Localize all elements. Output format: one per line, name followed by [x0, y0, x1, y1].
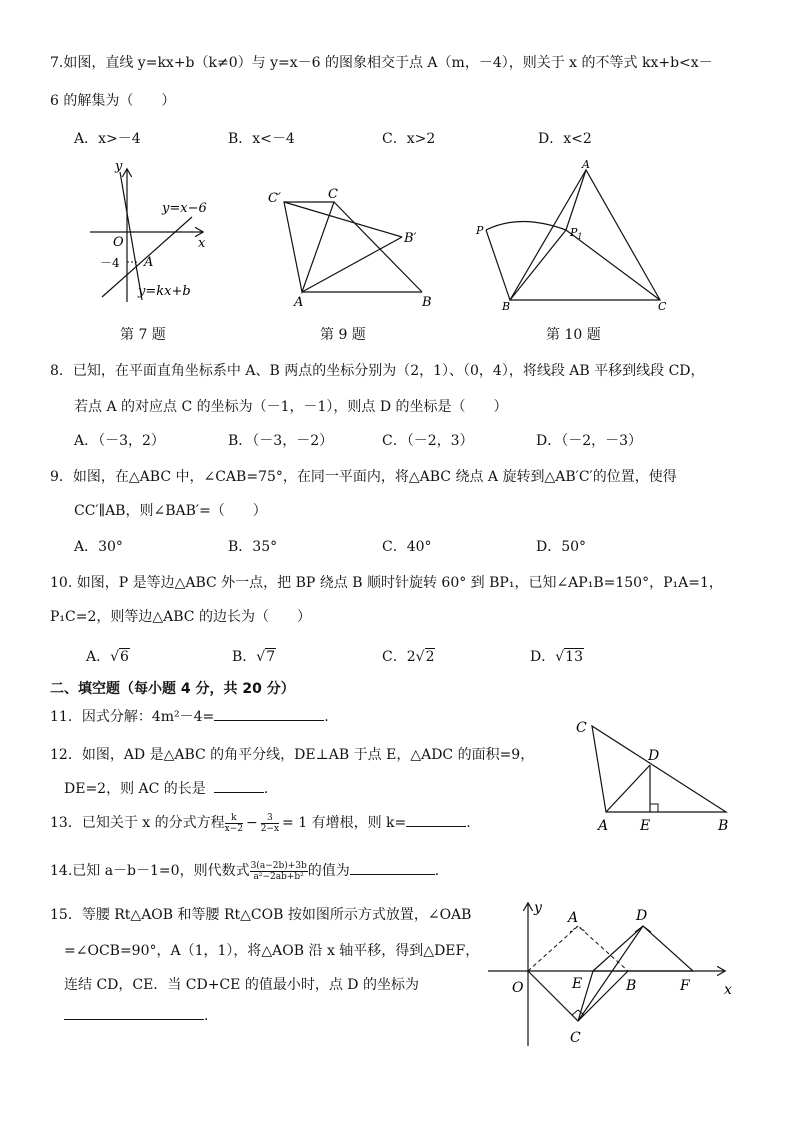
q9-line2: CC′∥AB，则∠BAB′=（ ） — [74, 503, 267, 519]
fig12-c: C — [576, 720, 587, 736]
fig9-c: C — [328, 187, 338, 202]
figure-9 — [262, 180, 442, 310]
q10-line2: P₁C=2，则等边△ABC 的边长为（ ） — [50, 609, 311, 625]
fig12-a: A — [598, 818, 609, 834]
q11-text: 11．因式分解：4m²－4= — [50, 709, 215, 725]
q15-line4: . — [64, 1008, 208, 1024]
q10-option-c: C．2√2 — [382, 649, 435, 665]
fig7-x-label: x — [198, 236, 206, 251]
q12-answer-blank[interactable] — [214, 792, 264, 793]
q8-option-b: B．（－3，－2） — [228, 433, 334, 449]
q9-option-a: A．30° — [74, 539, 123, 555]
fig10-caption: 第 10 题 — [546, 327, 601, 343]
fig7-caption: 第 7 题 — [120, 327, 166, 343]
q13-answer-blank[interactable] — [406, 826, 466, 827]
q10-option-d: D．√13 — [530, 649, 583, 665]
fig9-bprime: B′ — [404, 231, 417, 246]
fig9-b: B — [422, 295, 432, 310]
q10-line1: 10. 如图，P 是等边△ABC 外一点，把 BP 绕点 B 顺时针旋转 60° 到 BP₁，已知∠AP₁B=150°，P₁A=1， — [50, 575, 723, 591]
q14-fraction: $\frac{3(a-2b)+3b}{\text{a²−2ab+b²}}$ — [250, 860, 307, 882]
fig9-caption: 第 9 题 — [320, 327, 366, 343]
fig10-a: A — [582, 158, 590, 171]
q7-option-b: B．x<－4 — [228, 131, 295, 147]
q8-line1: 8．已知，在平面直角坐标系中 A、B 两点的坐标分别为（2，1）、（0，4），将线段 AB 平移到线段 CD， — [50, 363, 705, 379]
fig7-origin-label: O — [113, 235, 124, 250]
q15-answer-blank[interactable] — [64, 1019, 204, 1020]
q9-option-b: B．35° — [228, 539, 278, 555]
fig15-a: A — [568, 910, 579, 926]
q13: 13．已知关于 x 的分式方程 $\frac{k}{x-2}$ − $\frac{3}{2-x}$ = 1 有增根，则 k= . — [50, 812, 471, 834]
q7-option-a: A．x>－4 — [74, 131, 141, 147]
fig7-line2-label: y=kx+b — [138, 284, 191, 299]
fig15-d: D — [636, 908, 648, 924]
fig10-p: P — [476, 224, 484, 237]
fig15-y: y — [534, 900, 542, 916]
fig12-b: B — [718, 818, 729, 834]
figure-7 — [82, 152, 232, 312]
q8-line2: 若点 A 的对应点 C 的坐标为（－1，－1），则点 D 的坐标是（ ） — [74, 399, 508, 415]
fig9-a: A — [294, 295, 304, 310]
fig7-point-a: A — [144, 255, 154, 270]
fig7-y-label: y — [115, 159, 123, 174]
fig15-c: C — [570, 1030, 581, 1046]
q15-line2: =∠OCB=90°，A（1，1），将△AOB 沿 x 轴平移，得到△DEF， — [64, 943, 480, 959]
q14: 14.已知 a－b－1=0，则代数式 $\frac{3(a-2b)+3b}{\text{a²−2ab+b²}}$ 的值为 . — [50, 860, 440, 882]
fig12-d: D — [648, 748, 660, 764]
q9-option-c: C．40° — [382, 539, 432, 555]
fig10-p1: $P_1$ — [570, 226, 583, 241]
q15-line3: 连结 CD，CE．当 CD+CE 的值最小时，点 D 的坐标为 — [64, 977, 419, 993]
fig12-e: E — [640, 818, 651, 834]
fig15-x: x — [724, 982, 732, 998]
q9-line1: 9．如图，在△ABC 中，∠CAB=75°，在同一平面内，将△ABC 绕点 A 旋转到△AB′C′的位置，使得 — [50, 469, 677, 485]
q15-line1: 15．等腰 Rt△AOB 和等腰 Rt△COB 按如图所示方式放置，∠OAB — [50, 907, 472, 923]
q10-option-a: A．√6 — [86, 649, 129, 665]
q8-option-c: C．（－2，3） — [382, 433, 474, 449]
q10-option-b: B．√7 — [232, 649, 276, 665]
fig15-o: O — [512, 980, 524, 996]
fig15-e: E — [572, 976, 583, 992]
q11: 11．因式分解：4m²－4= . — [50, 709, 329, 725]
q14-answer-blank[interactable] — [350, 874, 435, 875]
figure-10 — [470, 158, 680, 313]
fig15-b: B — [626, 978, 637, 994]
fig7-minus4-label: －4 — [100, 256, 120, 270]
q11-answer-blank[interactable] — [214, 720, 324, 721]
fig10-c: C — [658, 300, 667, 313]
fig9-cprime: C′ — [268, 191, 281, 206]
q7-line2: 6 的解集为（ ） — [50, 93, 176, 109]
q12-line2: DE=2，则 AC 的长是 . — [64, 781, 269, 797]
q12-line1: 12．如图，AD 是△ABC 的角平分线，DE⊥AB 于点 E，△ADC 的面积=9， — [50, 747, 535, 763]
q8-option-a: A．（－3，2） — [74, 433, 165, 449]
fig10-b: B — [502, 300, 511, 313]
q7-line1: 7.如图，直线 y=kx+b（k≠0）与 y=x－6 的图象相交于点 A（m，－4），则关于 x 的不等式 kx+b<x－ — [50, 55, 713, 71]
figure-15 — [488, 896, 738, 1051]
q13-fraction-2: $\frac{3}{2-x}$ — [260, 812, 280, 834]
q9-option-d: D．50° — [536, 539, 587, 555]
section-2-heading: 二、填空题（每小题 4 分，共 20 分） — [50, 681, 295, 697]
q13-fraction-1: $\frac{k}{x-2}$ — [224, 812, 243, 834]
figure-12 — [576, 712, 736, 840]
q7-option-c: C．x>2 — [382, 131, 436, 147]
q8-option-d: D．（－2，－3） — [536, 433, 643, 449]
q7-option-d: D．x<2 — [538, 131, 592, 147]
fig7-line1-label: y=x−6 — [162, 201, 207, 216]
fig15-f: F — [680, 978, 690, 994]
